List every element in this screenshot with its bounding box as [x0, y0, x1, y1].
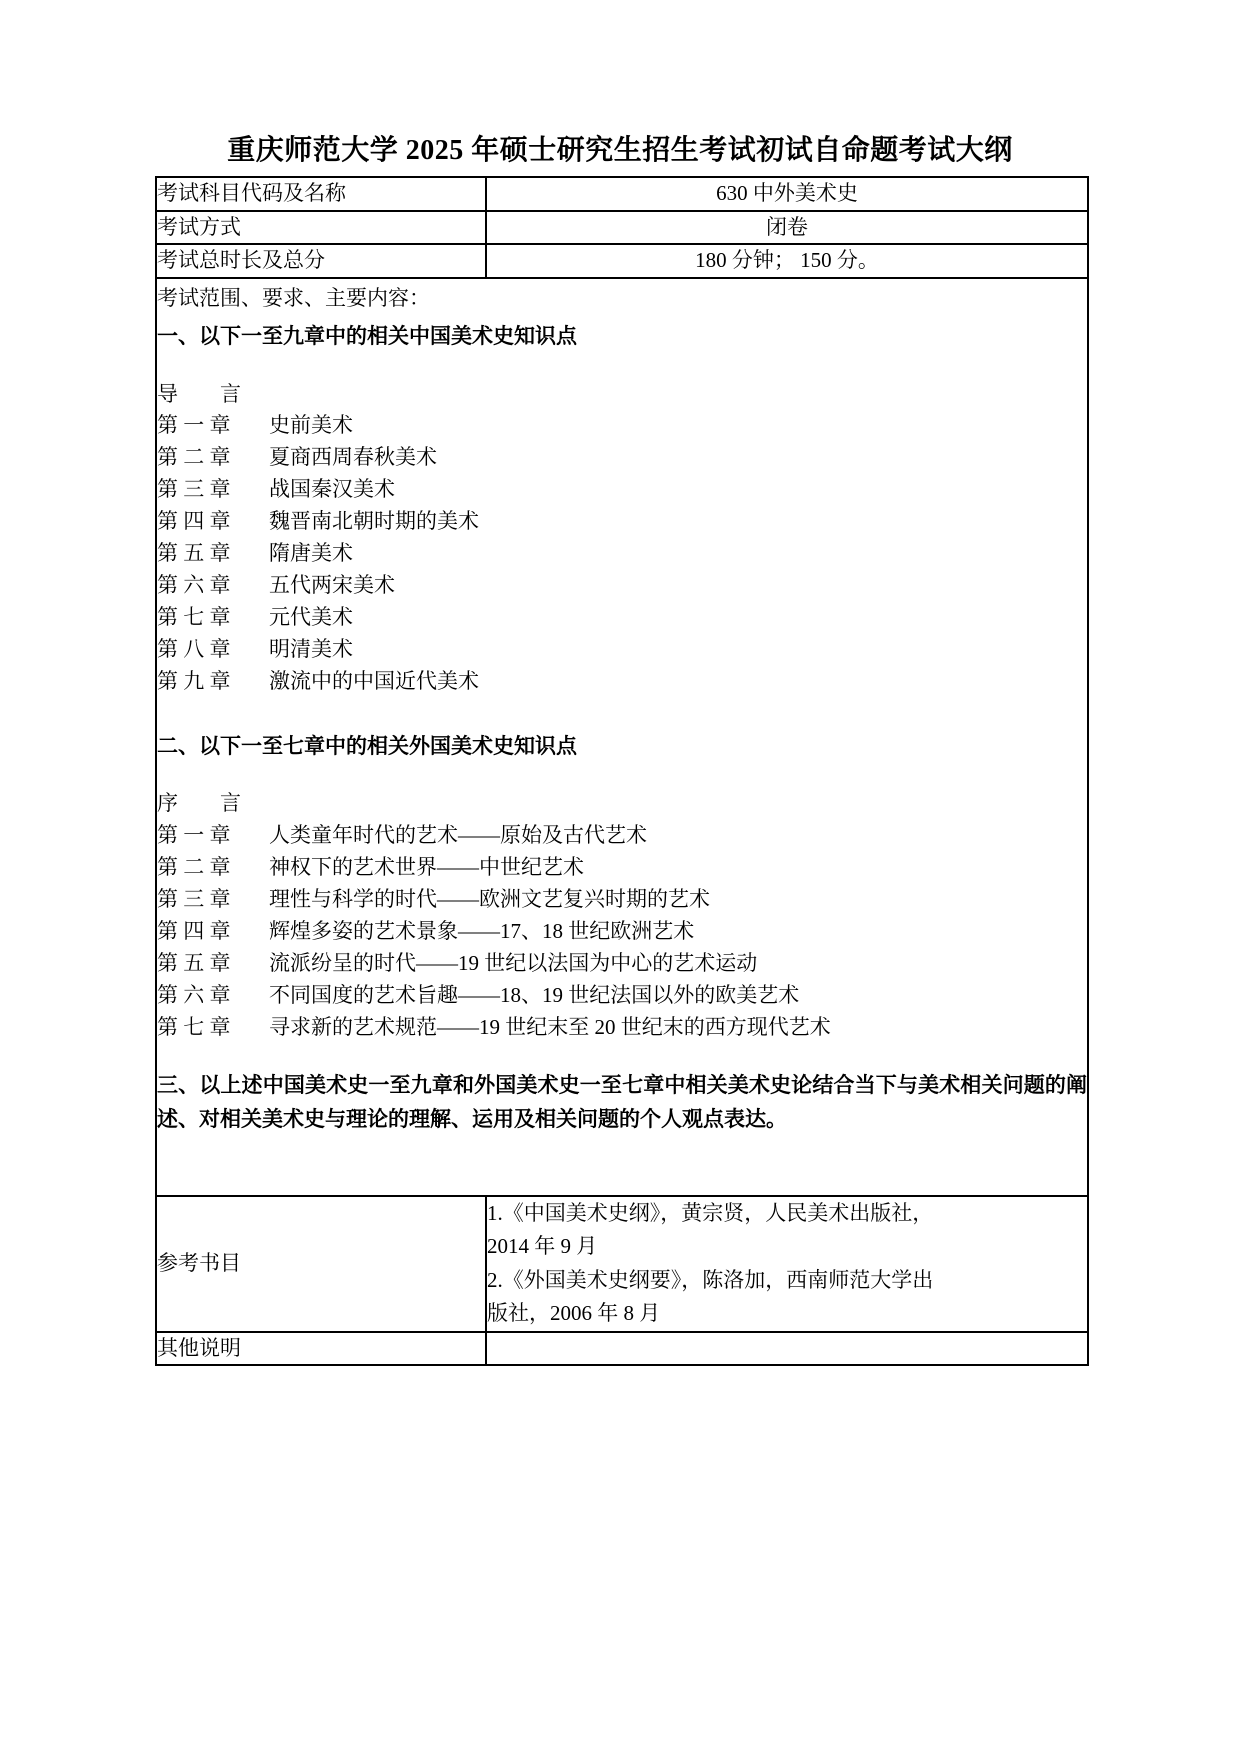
- exam-outline-table: [155, 176, 1089, 1366]
- subject-value: 630 中外美术史: [486, 177, 1088, 211]
- chapter-number: 第 四 章: [157, 918, 231, 943]
- table-row-subject: [156, 177, 1088, 211]
- preface-label: 导 言: [157, 381, 241, 406]
- content-cell: [156, 278, 1088, 1196]
- chapter-title: 元代美术: [269, 604, 353, 629]
- chapter-title: 明清美术: [269, 636, 353, 661]
- section-one-preface: [157, 379, 1087, 411]
- chapter-number: 第 五 章: [157, 950, 231, 975]
- chapter-item: [157, 474, 1087, 506]
- method-label: 考试方式: [156, 211, 486, 245]
- chapter-title: 寻求新的艺术规范——19 世纪末至 20 世纪末的西方现代艺术: [269, 1014, 831, 1039]
- chapter-title: 隋唐美术: [269, 541, 353, 566]
- method-value: 闭卷: [486, 211, 1088, 245]
- chapter-item: [157, 442, 1087, 474]
- chapter-item: [157, 852, 1087, 884]
- chapter-number: 第 八 章: [157, 636, 231, 661]
- reference-line-1: 1.《中国美术史纲》，黄宗贤，人民美术出版社，: [487, 1200, 934, 1225]
- chapter-item: [157, 948, 1087, 980]
- reference-line-2: 2014 年 9 月: [487, 1234, 598, 1259]
- chapter-title: 神权下的艺术世界——中世纪艺术: [269, 854, 584, 879]
- chapter-title: 不同国度的艺术旨趣——18、19 世纪法国以外的欧美艺术: [269, 982, 800, 1007]
- other-label: 其他说明: [156, 1332, 486, 1366]
- chapter-item: [157, 980, 1087, 1012]
- chapter-item: [157, 602, 1087, 634]
- spacer: [157, 1137, 1087, 1195]
- reference-value: [486, 1196, 1088, 1332]
- chapter-item: [157, 634, 1087, 666]
- chapter-number: 第 二 章: [157, 854, 231, 879]
- page-title: 重庆师范大学 2025 年硕士研究生招生考试初试自命题考试大纲: [227, 135, 1013, 166]
- chapter-item: [157, 538, 1087, 570]
- other-value: [486, 1332, 1088, 1366]
- section-two-preface: [157, 788, 1087, 820]
- spacer: [157, 762, 1087, 788]
- preface-label: 序 言: [157, 791, 241, 816]
- chapter-title: 激流中的中国近代美术: [269, 668, 479, 693]
- chapter-number: 第 三 章: [157, 886, 231, 911]
- table-row-references: [156, 1196, 1088, 1332]
- chapter-title: 夏商西周春秋美术: [269, 445, 437, 470]
- spacer: [157, 1043, 1087, 1069]
- content-intro: 考试范围、要求、主要内容：: [157, 285, 430, 310]
- table-row-duration: [156, 244, 1088, 278]
- chapter-title: 五代两宋美术: [269, 572, 395, 597]
- chapter-item: [157, 570, 1087, 602]
- chapter-title: 战国秦汉美术: [269, 477, 395, 502]
- chapter-number: 第 七 章: [157, 1014, 231, 1039]
- duration-value: 180 分钟； 150 分。: [486, 244, 1088, 278]
- chapter-number: 第 九 章: [157, 668, 231, 693]
- chapter-item: [157, 410, 1087, 442]
- chapter-number: 第 二 章: [157, 445, 231, 470]
- chapter-item: [157, 1012, 1087, 1044]
- reference-line-4: 版社，2006 年 8 月: [487, 1301, 661, 1326]
- section-one-heading: 一、以下一至九章中的相关中国美术史知识点: [157, 324, 577, 348]
- chapter-item: [157, 884, 1087, 916]
- spacer: [157, 698, 1087, 724]
- chapter-number: 第 一 章: [157, 823, 231, 848]
- chapter-item: [157, 666, 1087, 698]
- chapter-number: 第 七 章: [157, 604, 231, 629]
- table-row-method: [156, 211, 1088, 245]
- chapter-title: 流派纷呈的时代——19 世纪以法国为中心的艺术运动: [269, 950, 758, 975]
- chapter-number: 第 一 章: [157, 413, 231, 438]
- chapter-item: [157, 916, 1087, 948]
- chapter-number: 第 六 章: [157, 572, 231, 597]
- chapter-title: 魏晋南北朝时期的美术: [269, 509, 479, 534]
- chapter-title: 辉煌多姿的艺术景象——17、18 世纪欧洲艺术: [269, 918, 695, 943]
- chapter-title: 人类童年时代的艺术——原始及古代艺术: [269, 823, 647, 848]
- table-row-content: [156, 278, 1088, 1196]
- chapter-number: 第 五 章: [157, 541, 231, 566]
- subject-label: 考试科目代码及名称: [156, 177, 486, 211]
- section-three-text: 三、以上述中国美术史一至九章和外国美术史一至七章中相关美术史论结合当下与美术相关问题的阐述、对相关美术史与理论的理解、运用及相关问题的个人观点表达。: [157, 1073, 1087, 1131]
- chapter-number: 第 四 章: [157, 509, 231, 534]
- chapter-number: 第 三 章: [157, 477, 231, 502]
- reference-label: 参考书目: [156, 1196, 486, 1332]
- reference-line-3: 2.《外国美术史纲要》，陈洛加，西南师范大学出: [487, 1267, 934, 1292]
- chapter-title: 理性与科学的时代——欧洲文艺复兴时期的艺术: [269, 886, 710, 911]
- chapter-item: [157, 506, 1087, 538]
- chapter-number: 第 六 章: [157, 982, 231, 1007]
- chapter-title: 史前美术: [269, 413, 353, 438]
- duration-label: 考试总时长及总分: [156, 244, 486, 278]
- chapter-item: [157, 820, 1087, 852]
- table-row-other: [156, 1332, 1088, 1366]
- section-two-heading: 二、以下一至七章中的相关外国美术史知识点: [157, 733, 577, 758]
- spacer: [157, 353, 1087, 379]
